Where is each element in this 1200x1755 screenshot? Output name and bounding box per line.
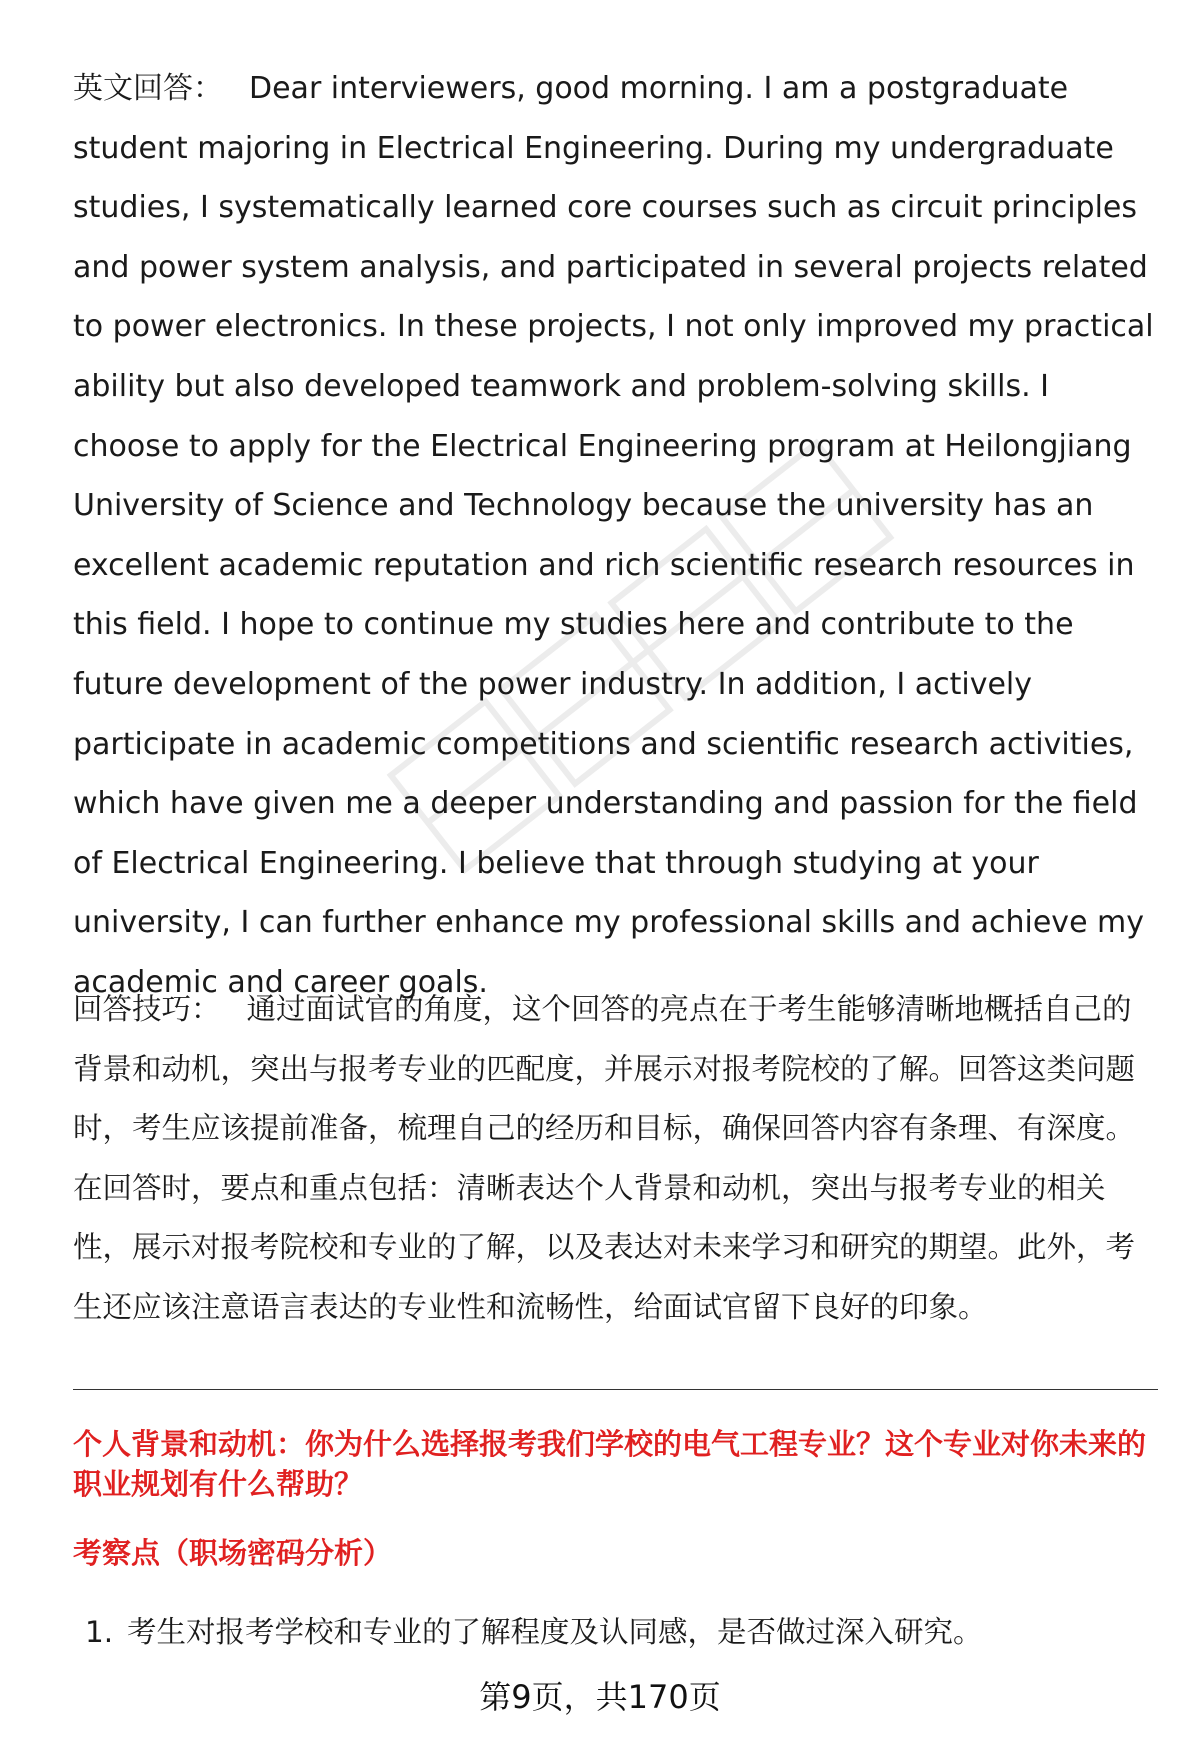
exam-points-list bbox=[85, 1612, 983, 1652]
answer-tips-paragraph bbox=[73, 980, 1158, 1338]
answer-tips-text: 通过面试官的角度，这个回答的亮点在于考生能够清晰地概括自己的背景和动机，突出与报考专业的匹配度，并展示对报考院校的了解。回答这类问题时，考生应该提前准备，梳理自己的经历和目标，确保回答内容有条理、有深度。在回答时，要点和重点包括：清晰表达个人背景和动机，突出与报考专业的相关性，展示对报考院校和专业的了解，以及表达对未来学习和研究的期望。此外，考生还应该注意语言表达的专业性和流畅性，给面试官留下良好的印象。 bbox=[73, 992, 1136, 1324]
question-heading: 个人背景和动机：你为什么选择报考我们学校的电气工程专业？这个专业对你未来的职业规划有什么帮助？ bbox=[73, 1427, 1147, 1501]
list-item-text: 考生对报考学校和专业的了解程度及认同感，是否做过深入研究。 bbox=[127, 1615, 983, 1649]
english-answer-text: Dear interviewers, good morning. I am a postgraduate student majoring in Electrical Engineering. During my undergraduate studies, I systematically learned core courses such as circuit principles and power system analysis, and participated in several projects related to power electronics. In these projects, I not only improved my practical ability but also developed teamwork and problem-solving skills. I choose to apply for the Electrical Engineering program at Heilongjiang University of Science and Technology because the university has an excellent academic reputation and rich scientific research resources in this field. I hope to continue my studies here and contribute to the future development of the power industry. In addition, I actively participate in academic competitions and scientific research activities, which have given me a deeper understanding and passion for the field of Electrical Engineering. I believe that through studying at your university, I can further enhance my professional skills and achieve my academic and career goals. bbox=[73, 71, 1154, 1000]
answer-tips-label: 回答技巧： bbox=[73, 992, 221, 1026]
exam-points-heading: 考察点（职场密码分析） bbox=[73, 1536, 393, 1570]
list-item-number: 1. bbox=[85, 1615, 114, 1649]
page-footer: 第9页，共170页 bbox=[479, 1678, 721, 1716]
english-answer-label: 英文回答： bbox=[73, 71, 223, 106]
list-item bbox=[85, 1612, 983, 1652]
section-divider bbox=[73, 1389, 1158, 1390]
english-answer-paragraph bbox=[73, 59, 1158, 1013]
